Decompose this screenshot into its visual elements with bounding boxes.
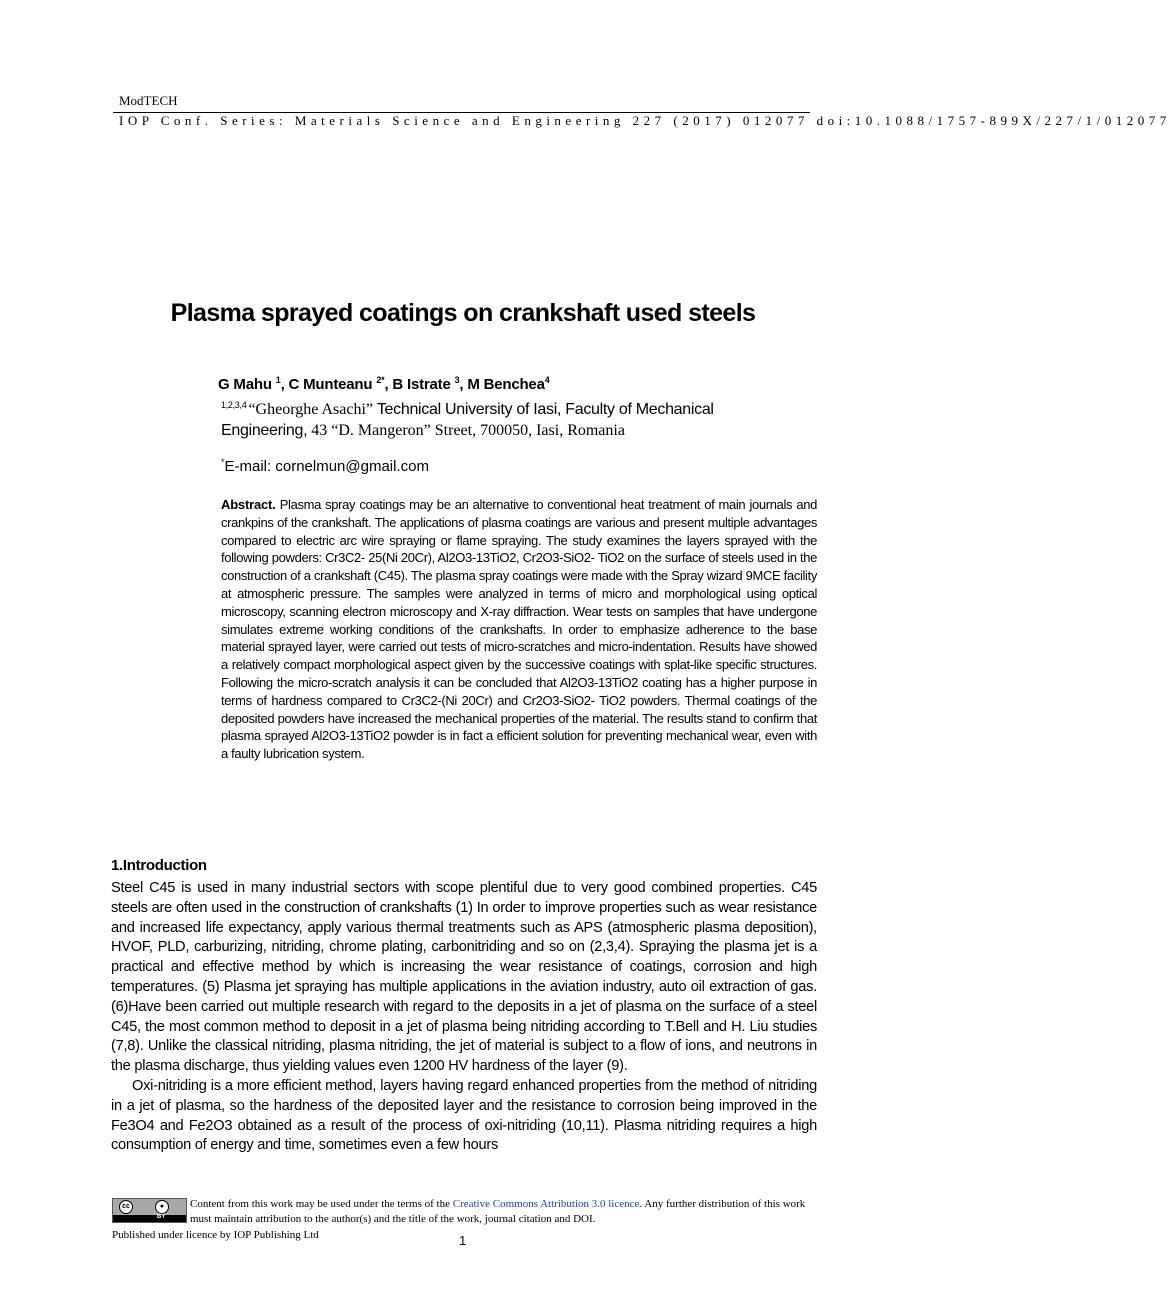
introduction-paragraph-2: Oxi-nitriding is a more efficient method, layers having regard enhanced properties from the method of nitriding in a jet of plasma, so the hardness of the deposited layer and the resistance to corrosion being improved in the Fe3O4 and Fe2O3 obtained as a result of the process of oxi-nitriding (10,11). Plasma nitriding requires a high consumption of energy and time, sometimes even a few hours (111, 1077, 817, 1154)
author-list: G Mahu $^1$, C Munteanu $^{2*}$, B Istrate $^3$, M Benchea$^4$ (218, 375, 550, 393)
author-name: B Istrate (392, 376, 451, 393)
affiliation (221, 395, 781, 441)
license-link[interactable]: Creative Commons Attribution 3.0 licence (452, 1198, 640, 1210)
email-text: E-mail: cornelmun@gmail.com (224, 458, 429, 475)
affiliation-line1: Technical University of Iasi, Faculty of Mechanical (372, 401, 714, 418)
author-mark: 2* (376, 375, 385, 385)
section-heading-introduction: 1.Introduction (111, 857, 207, 874)
license-text-before: Content from this work may be used under the terms of the (190, 1198, 453, 1210)
author-name: G Mahu (218, 376, 272, 393)
author-mark: 3 (454, 375, 460, 385)
affiliation-line2-start: Engineering, (221, 422, 308, 439)
conference-name: ModTECH (119, 93, 178, 108)
attribution-person-icon: ● (155, 1200, 169, 1214)
abstract-label: Abstract. (221, 497, 276, 512)
affiliation-address: 43 “D. Mangeron” Street, 700050, Iasi, Romania (307, 422, 625, 439)
email-mark: * (221, 457, 225, 467)
introduction-body (111, 879, 817, 1156)
author-name: C Munteanu (288, 376, 373, 393)
by-label: BY (157, 1214, 166, 1220)
author-name: M Benchea (467, 376, 545, 393)
corresponding-email (221, 457, 429, 475)
series-line: IOP Conf. Series: Materials Science and Engineering 227 (2017) 012077 doi:10.1088/1757-899X/227/1/012077 (119, 113, 1171, 128)
author-mark: 1 (275, 375, 281, 385)
affiliation-marks: 1,2,3,4 (221, 400, 247, 410)
publisher-line: Published under licence by IOP Publishing Ltd (112, 1229, 319, 1241)
page-number: 1 (459, 1233, 467, 1248)
affiliation-institution-quoted: “Gheorghe Asachi” (248, 401, 373, 418)
author-mark: 4 (544, 375, 550, 385)
license-note (190, 1197, 820, 1227)
license-text-after: . Any further distribution of this work must maintain attribution to the author(s) and the title of the work, journal citation and DOI. (190, 1198, 806, 1225)
abstract-text: Plasma spray coatings may be an alternative to conventional heat treatment of main journals and crankpins of the crankshaft. The applications of plasma coatings are various and present multiple advantages compared to electric arc wire spraying or flame spraying. The study examines the layers sprayed with the following powders: Cr3C2- 25(Ni 20Cr), Al2O3-13TiO2, Cr2O3-SiO2- TiO2 on the surface of steels used in the construction of a crankshaft (C45). The plasma spray coatings were made with the Spray wizard 9MCE facility at atmospheric pressure. The samples were analyzed in terms of micro and morphological using optical microscopy, scanning electron microscopy and X-ray diffraction. Wear tests on samples that have undergone simulates extreme working conditions of the crankshafts. In order to emphasize adherence to the base material sprayed layer, were carried out tests of micro-scratches and micro-indentation. Results have showed a relatively compact morphological aspect given by the successive coatings with splat-like specific structures. Following the micro-scratch analysis it can be concluded that Al2O3-13TiO2 coating has a higher purpose in terms of hardness compared to Cr3C2-(Ni 20Cr) and Cr2O3-SiO2- TiO2 powders. Thermal coatings of the deposited powders have increased the mechanical properties of the material. The results stand to confirm that plasma sprayed Al2O3-13TiO2 powder is in fact a efficient solution for preventing mechanical wear, even with a faulty lubrication system. (221, 497, 817, 762)
introduction-paragraph-1: Steel C45 is used in many industrial sectors with scope plentiful due to very good combined properties. C45 steels are often used in the construction of crankshafts (1) In order to improve properties such as wear resistance and increased life expectancy, apply various thermal treatments such as APS (atmospheric plasma deposition), HVOF, PLD, carburizing, nitriding, chrome plating, carbonitriding and so on (2,3,4). Spraying the plasma jet is a practical and effective method by which is increasing the wear resistance of coatings, corrosion and high temperatures. (5) Plasma jet spraying has multiple applications in the aviation industry, auto oil extraction of gas.(6)Have been carried out multiple research with regard to the deposits in a jet of plasma on the surface of a steel C45, the most common method to deposit in a jet of plasma being nitriding according to T.Bell and H. Liu studies (7,8). Unlike the classical nitriding, plasma nitriding, the jet of material is subject to a flow of ions, and neutrons in the plasma discharge, thus yielding values even 1200 HV hardness of the layer (9). (111, 880, 817, 1075)
cc-icon: cc (119, 1200, 133, 1214)
abstract (221, 496, 817, 763)
cc-by-license-icon (112, 1198, 187, 1223)
paper-title: Plasma sprayed coatings on crankshaft used steels (170, 299, 756, 327)
